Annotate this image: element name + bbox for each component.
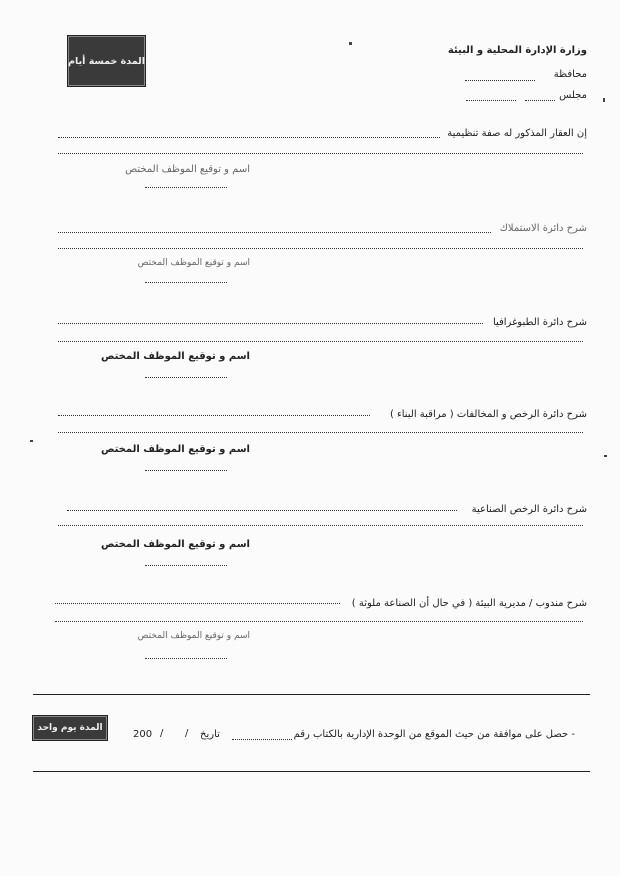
section-title: شرح دائرة الرخص الصناعية [471,504,587,515]
property-statement: إن العقار المذكور له صفة تنظيمية [447,128,587,139]
council-field-1[interactable] [525,100,555,101]
governorate-field[interactable] [465,80,535,81]
signature-field[interactable] [145,470,227,471]
signature-field[interactable] [145,658,227,659]
governorate-label: محافظة [553,69,587,80]
ministry-title: وزارة الإدارة المحلية و البيئة [447,45,587,56]
scan-speck [349,42,352,45]
section-field-line1[interactable] [67,510,457,511]
signature-label: اسم و توقيع الموظف المختص [100,351,250,362]
scan-speck [603,98,605,102]
letter-number-field[interactable] [232,739,292,740]
section-title: شرح دائرة الطبوغرافيا [492,317,587,328]
section-title: شرح دائرة الاستملاك [499,223,587,234]
section-field-line2[interactable] [58,248,583,249]
scan-speck [604,455,607,457]
date-label: تاريخ [200,729,220,740]
signature-label: اسم و توقيع الموظف المختص [100,444,250,455]
section-field-line2[interactable] [55,621,583,622]
section-field-line2[interactable] [58,432,583,433]
signature-label: اسم و توقيع الموظف المختص [137,631,250,641]
signature-label: اسم و توقيع الموظف المختص [137,258,250,268]
council-label: مجلس [559,90,587,101]
section-field-line1[interactable] [58,415,370,416]
signature-field[interactable] [145,187,227,188]
section-field-line1[interactable] [58,232,491,233]
duration-stamp-top: المدة خمسة أيام [67,35,146,87]
signature-field[interactable] [145,377,227,378]
separator-line [33,694,590,695]
property-field-line2[interactable] [58,153,583,154]
section-field-line2[interactable] [58,341,583,342]
signature-label: اسم و توقيع الموظف المختص [100,539,250,550]
signature-field[interactable] [145,282,227,283]
section-title: شرح مندوب / مديرية البيئة ( في حال أن الصناعة ملوثة ) [351,598,587,609]
separator-line [33,771,590,772]
council-field-2[interactable] [466,100,516,101]
signature-field[interactable] [145,565,227,566]
section-field-line1[interactable] [55,603,340,604]
section-field-line1[interactable] [58,323,483,324]
date-separator: / [160,728,164,739]
section-field-line2[interactable] [58,525,583,526]
duration-stamp-bottom: المدة يوم واحد [32,715,108,741]
property-field-line1[interactable] [58,137,440,138]
section-title: شرح دائرة الرخص و المخالفات ( مراقبة البناء ) [389,409,587,420]
approval-statement: - حصل على موافقة من حيث الموقع من الوحدة الإدارية بالكتاب رقم [293,729,575,740]
signature-label: اسم و توقيع الموظف المختص [125,164,250,175]
scan-speck [30,440,33,442]
date-separator: / [185,728,189,739]
date-year: 200 [133,729,153,740]
